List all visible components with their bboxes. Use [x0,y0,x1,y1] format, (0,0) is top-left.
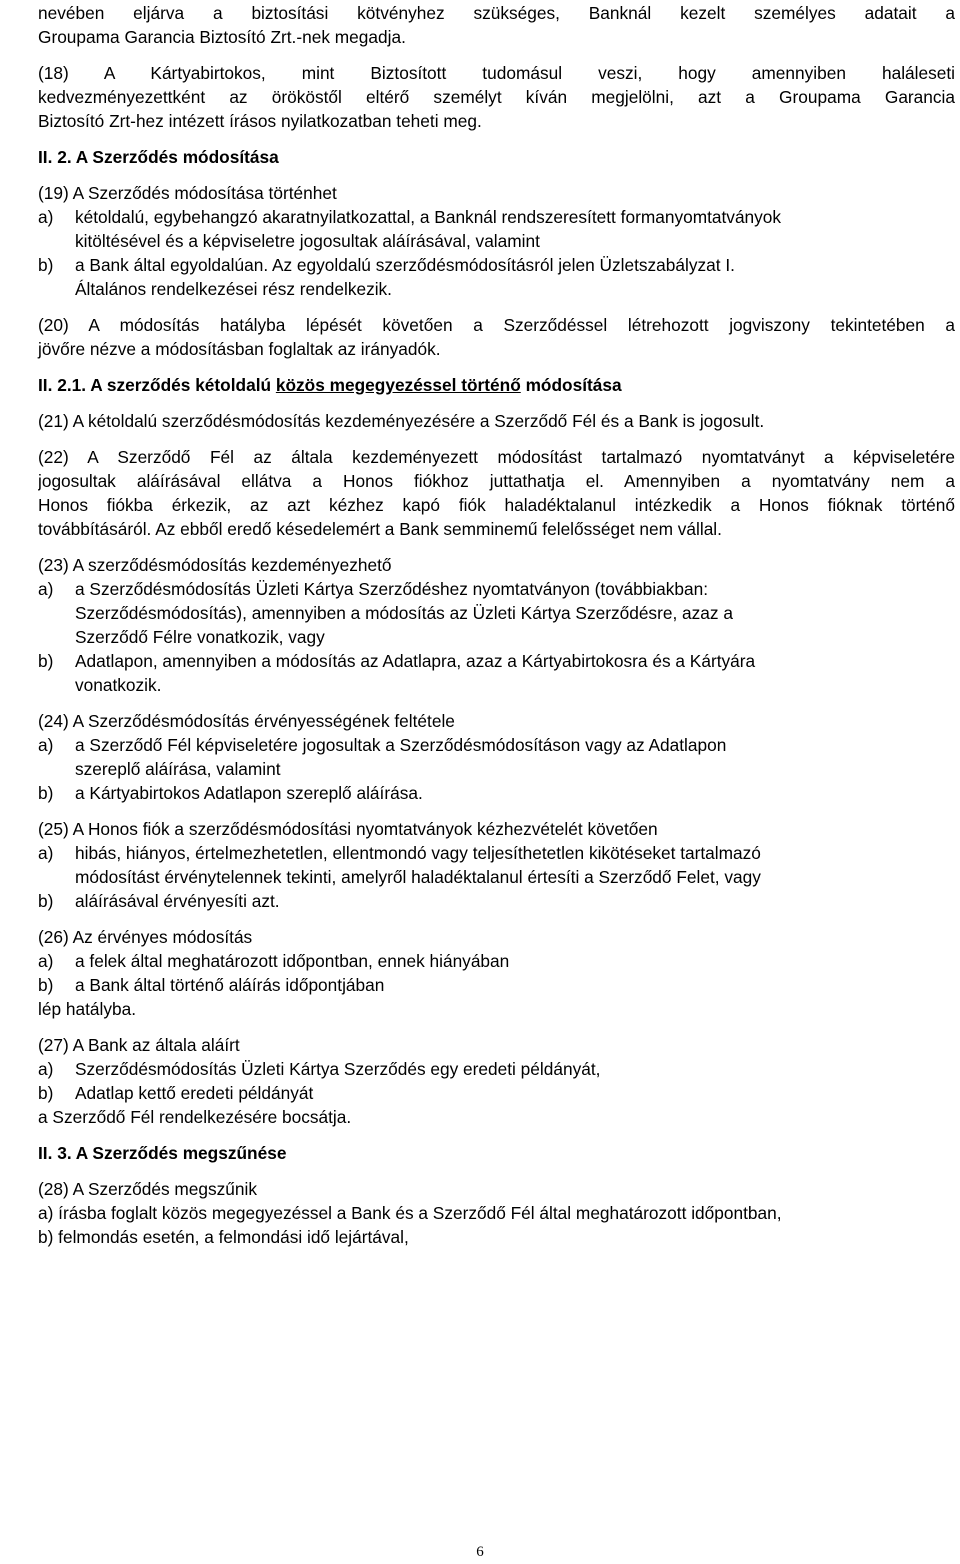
paragraph-28-line: b) felmondás esetén, a felmondási idő lejártával, [38,1227,409,1247]
paragraph-22-line: jogosultak aláírásával ellátva a Honos fiókhoz juttathatja el. Amennyiben a nyomtatvány nem a [38,471,955,491]
list-item-continuation: vonatkozik. [75,675,162,695]
section-heading-ii-2-1 [38,373,955,397]
list-item [38,949,955,973]
list-label: a) [38,843,54,863]
list-item [38,841,955,865]
list-text: a Bank által történő aláírás időpontjában [75,975,385,995]
paragraph-line: Groupama Garancia Biztosító Zrt.-nek megadja. [38,27,406,47]
list-item-continuation: szereplő aláírása, valamint [75,759,281,779]
list-label: a) [38,1059,54,1079]
list-item [38,1081,955,1105]
paragraph-23-line: (23) A szerződésmódosítás kezdeményezhető [38,555,392,575]
list-item-continuation: Általános rendelkezései rész rendelkezik. [75,279,392,299]
heading-underlined-part: közös megegyezéssel történő [275,375,521,395]
list-label: a) [38,207,54,227]
list-item [38,205,955,229]
list-label: b) [38,783,54,803]
paragraph-20-line: jövőre nézve a módosításban foglaltak az irányadók. [38,339,441,359]
list-item [38,577,955,601]
paragraph-21-line: (21) A kétoldalú szerződésmódosítás kezdeményezésére a Szerződő Fél és a Bank is jogosult. [38,411,765,431]
list-item-continuation: kitöltésével és a képviseletre jogosultak aláírásával, valamint [75,231,540,251]
paragraph-22-line: továbbításáról. Az ebből eredő késedelemért a Bank semminemű felelősséget nem vállal. [38,519,722,539]
list-text: a Bank által egyoldalúan. Az egyoldalú szerződésmódosításról jelen Üzletszabályzat I. [75,255,735,275]
paragraph-18-line: Biztosító Zrt-hez intézett írásos nyilatkozatban teheti meg. [38,111,482,131]
list-text: a Kártyabirtokos Adatlapon szereplő aláírása. [75,783,423,803]
paragraph-18-line: (18) A Kártyabirtokos, mint Biztosított tudomásul veszi, hogy amennyiben haláleseti [38,63,955,83]
paragraph-27-line: (27) A Bank az általa aláírt [38,1035,240,1055]
list-text: Adatlap kettő eredeti példányát [75,1083,314,1103]
paragraph-27-line: a Szerződő Fél rendelkezésére bocsátja. [38,1107,352,1127]
paragraph-19-line: (19) A Szerződés módosítása történhet [38,183,337,203]
list-text: kétoldalú, egybehangzó akaratnyilatkozattal, a Banknál rendszeresített formanyomtatványok [75,207,782,227]
heading-part: módosítása [520,375,622,395]
list-item-continuation: Szerződő Félre vonatkozik, vagy [75,627,325,647]
document-page [38,0,955,1249]
list-text: a Szerződésmódosítás Üzleti Kártya Szerződéshez nyomtatványon (továbbiakban: [75,579,709,599]
heading-part: II. 2.1. A szerződés kétoldalú [38,375,276,395]
list-label: a) [38,735,54,755]
paragraph-28-line: (28) A Szerződés megszűnik [38,1179,258,1199]
list-label: b) [38,891,54,911]
page-number: 6 [476,1544,484,1560]
paragraph-26-line: (26) Az érvényes módosítás [38,927,253,947]
list-text: a Szerződő Fél képviseletére jogosultak a Szerződésmódosításon vagy az Adatlapon [75,735,727,755]
section-heading-ii-3: II. 3. A Szerződés megszűnése [38,1143,287,1163]
paragraph-24-line: (24) A Szerződésmódosítás érvényességének feltétele [38,711,455,731]
paragraph-22-line: (22) A Szerződő Fél az általa kezdeményezett módosítást tartalmazó nyomtatványt a képviseletére [38,447,955,467]
paragraph-18-line: kedvezményezettként az örököstől eltérő személyt kíván megjelölni, azt a Groupama Garancia [38,87,955,107]
list-item [38,889,955,913]
list-item [38,973,955,997]
list-item [38,649,955,673]
list-text: aláírásával érvényesíti azt. [75,891,280,911]
paragraph-22-line: Honos fiókba érkezik, az azt kézhez kapó fiók haladéktalanul intézkedik a Honos fióknak történő [38,495,955,515]
list-item [38,253,955,277]
list-item [38,781,955,805]
list-text: Adatlapon, amennyiben a módosítás az Adatlapra, azaz a Kártyabirtokosra és a Kártyára [75,651,756,671]
list-text: Szerződésmódosítás Üzleti Kártya Szerződés egy eredeti példányát, [75,1059,601,1079]
list-label: a) [38,579,54,599]
paragraph-line: nevében eljárva a biztosítási kötvényhez szükséges, Banknál kezelt személyes adatait a [38,3,955,23]
list-item-continuation: Szerződésmódosítás), amennyiben a módosítás az Üzleti Kártya Szerződésre, azaz a [75,603,733,623]
paragraph-28-line: a) írásba foglalt közös megegyezéssel a Bank és a Szerződő Fél által meghatározott időpontban, [38,1203,782,1223]
paragraph-20-line: (20) A módosítás hatályba lépését követően a Szerződéssel létrehozott jogviszony tekintetében a [38,315,955,335]
section-heading-ii-2: II. 2. A Szerződés módosítása [38,147,279,167]
list-text: hibás, hiányos, értelmezhetetlen, ellentmondó vagy teljesíthetetlen kikötéseket tartalmazó [75,843,761,863]
list-item-continuation: módosítást érvénytelennek tekinti, amelyről haladéktalanul értesíti a Szerződő Felet, vagy [75,867,761,887]
list-item [38,1057,955,1081]
list-item [38,733,955,757]
list-label: b) [38,255,54,275]
list-label: b) [38,651,54,671]
list-label: a) [38,951,54,971]
paragraph-25-line: (25) A Honos fiók a szerződésmódosítási nyomtatványok kézhezvételét követően [38,819,658,839]
list-label: b) [38,1083,54,1103]
paragraph-26-line: lép hatályba. [38,999,137,1019]
list-label: b) [38,975,54,995]
list-text: a felek által meghatározott időpontban, ennek hiányában [75,951,510,971]
